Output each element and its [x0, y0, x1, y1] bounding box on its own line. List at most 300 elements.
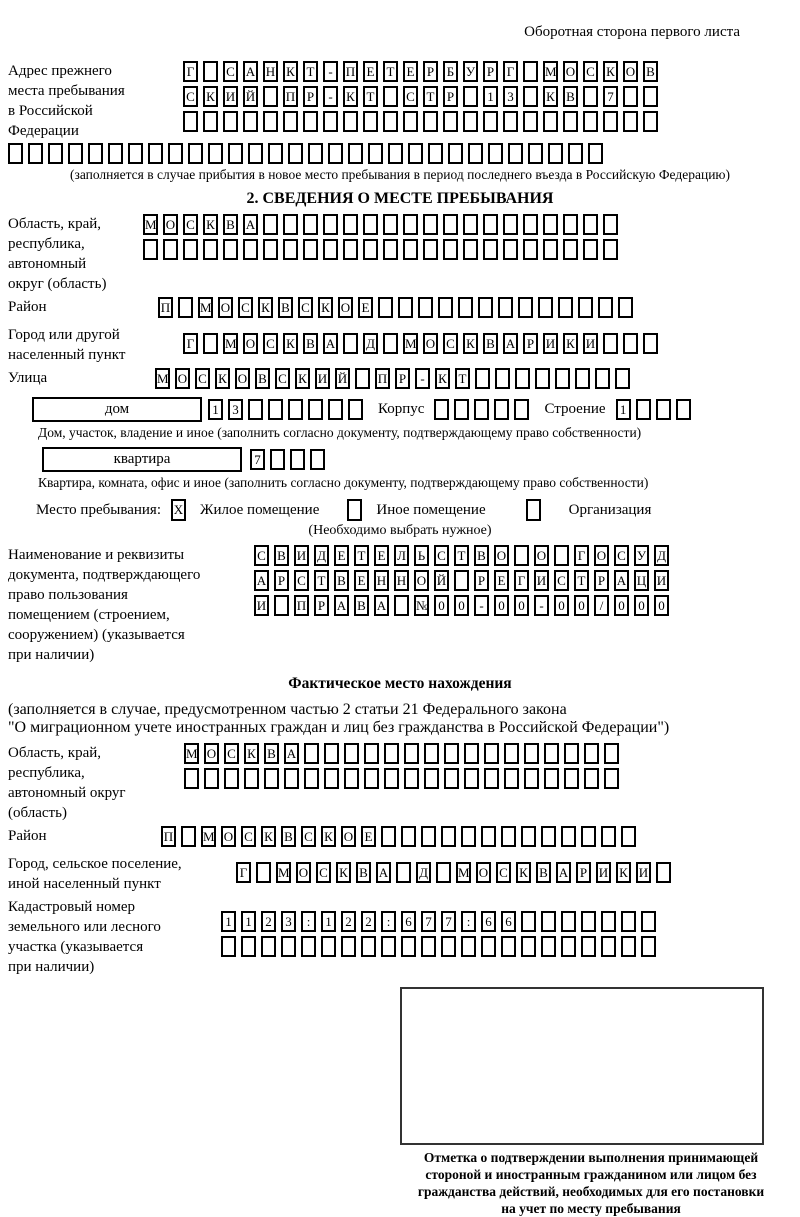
- char-box[interactable]: [481, 936, 496, 957]
- char-box[interactable]: [381, 826, 396, 847]
- char-box[interactable]: О: [594, 545, 609, 566]
- char-box[interactable]: [483, 239, 498, 260]
- char-box[interactable]: [444, 743, 459, 764]
- char-box[interactable]: [363, 111, 378, 132]
- char-box[interactable]: [301, 936, 316, 957]
- char-box[interactable]: [535, 368, 550, 389]
- char-box[interactable]: П: [343, 61, 358, 82]
- char-box[interactable]: Т: [455, 368, 470, 389]
- char-box[interactable]: [464, 743, 479, 764]
- char-box[interactable]: [521, 826, 536, 847]
- char-box[interactable]: [8, 143, 23, 164]
- char-box[interactable]: К: [203, 214, 218, 235]
- char-box[interactable]: [561, 911, 576, 932]
- char-box[interactable]: [548, 143, 563, 164]
- char-box[interactable]: С: [223, 61, 238, 82]
- char-box[interactable]: [603, 333, 618, 354]
- char-box[interactable]: 3: [228, 399, 243, 420]
- char-box[interactable]: [595, 368, 610, 389]
- char-box[interactable]: [503, 214, 518, 235]
- char-box[interactable]: 1: [483, 86, 498, 107]
- char-box[interactable]: [621, 911, 636, 932]
- char-box[interactable]: 0: [654, 595, 669, 616]
- char-box[interactable]: С: [254, 545, 269, 566]
- char-box[interactable]: С: [583, 61, 598, 82]
- char-box[interactable]: [283, 214, 298, 235]
- char-box[interactable]: [523, 239, 538, 260]
- char-box[interactable]: И: [315, 368, 330, 389]
- char-box[interactable]: Г: [236, 862, 251, 883]
- char-box[interactable]: [248, 399, 263, 420]
- char-box[interactable]: О: [494, 545, 509, 566]
- char-box[interactable]: [501, 936, 516, 957]
- char-box[interactable]: В: [281, 826, 296, 847]
- char-box[interactable]: [208, 143, 223, 164]
- char-box[interactable]: О: [163, 214, 178, 235]
- char-box[interactable]: [436, 862, 451, 883]
- char-box[interactable]: [364, 743, 379, 764]
- char-box[interactable]: С: [298, 297, 313, 318]
- char-box[interactable]: К: [283, 333, 298, 354]
- char-box[interactable]: [423, 239, 438, 260]
- char-box[interactable]: [636, 399, 651, 420]
- char-box[interactable]: [183, 239, 198, 260]
- char-box[interactable]: О: [235, 368, 250, 389]
- char-box[interactable]: М: [543, 61, 558, 82]
- char-box[interactable]: №: [414, 595, 429, 616]
- char-box[interactable]: [581, 911, 596, 932]
- char-box[interactable]: [303, 239, 318, 260]
- char-box[interactable]: [558, 297, 573, 318]
- char-box[interactable]: 2: [361, 911, 376, 932]
- char-box[interactable]: О: [423, 333, 438, 354]
- char-box[interactable]: [544, 743, 559, 764]
- char-box[interactable]: [383, 333, 398, 354]
- char-box[interactable]: Р: [443, 86, 458, 107]
- char-box[interactable]: А: [243, 61, 258, 82]
- char-box[interactable]: О: [175, 368, 190, 389]
- char-box[interactable]: [643, 333, 658, 354]
- char-box[interactable]: 1: [221, 911, 236, 932]
- char-box[interactable]: Р: [423, 61, 438, 82]
- char-box[interactable]: [555, 368, 570, 389]
- char-box[interactable]: [524, 743, 539, 764]
- char-box[interactable]: [463, 239, 478, 260]
- char-box[interactable]: А: [376, 862, 391, 883]
- char-box[interactable]: В: [483, 333, 498, 354]
- char-box[interactable]: 7: [603, 86, 618, 107]
- char-box[interactable]: [363, 214, 378, 235]
- char-box[interactable]: [601, 826, 616, 847]
- char-box[interactable]: В: [536, 862, 551, 883]
- char-box[interactable]: [244, 768, 259, 789]
- char-box[interactable]: [203, 239, 218, 260]
- char-box[interactable]: [441, 936, 456, 957]
- char-box[interactable]: [641, 936, 656, 957]
- char-box[interactable]: 1: [321, 911, 336, 932]
- char-box[interactable]: Т: [303, 61, 318, 82]
- char-box[interactable]: [543, 111, 558, 132]
- char-box[interactable]: Г: [503, 61, 518, 82]
- char-box[interactable]: И: [583, 333, 598, 354]
- char-box[interactable]: [274, 595, 289, 616]
- char-box[interactable]: Д: [314, 545, 329, 566]
- char-box[interactable]: 1: [241, 911, 256, 932]
- char-box[interactable]: В: [563, 86, 578, 107]
- char-box[interactable]: Г: [574, 545, 589, 566]
- char-box[interactable]: Й: [243, 86, 258, 107]
- char-box[interactable]: Т: [314, 570, 329, 591]
- char-box[interactable]: [203, 111, 218, 132]
- char-box[interactable]: [281, 936, 296, 957]
- char-box[interactable]: [421, 826, 436, 847]
- char-box[interactable]: [404, 743, 419, 764]
- char-box[interactable]: [541, 936, 556, 957]
- char-box[interactable]: О: [534, 545, 549, 566]
- char-box[interactable]: М: [201, 826, 216, 847]
- char-box[interactable]: Р: [395, 368, 410, 389]
- char-box[interactable]: Д: [363, 333, 378, 354]
- char-box[interactable]: С: [238, 297, 253, 318]
- char-box[interactable]: [504, 743, 519, 764]
- char-box[interactable]: 3: [503, 86, 518, 107]
- char-box[interactable]: [178, 297, 193, 318]
- char-box[interactable]: [484, 768, 499, 789]
- char-box[interactable]: Р: [576, 862, 591, 883]
- char-box[interactable]: 1: [208, 399, 223, 420]
- char-box[interactable]: К: [244, 743, 259, 764]
- char-box[interactable]: [143, 239, 158, 260]
- char-box[interactable]: 7: [250, 449, 265, 470]
- char-box[interactable]: [401, 936, 416, 957]
- char-box[interactable]: [401, 826, 416, 847]
- char-box[interactable]: [384, 743, 399, 764]
- char-box[interactable]: Н: [374, 570, 389, 591]
- char-box[interactable]: Р: [523, 333, 538, 354]
- char-box[interactable]: [488, 143, 503, 164]
- char-box[interactable]: П: [294, 595, 309, 616]
- char-box[interactable]: [288, 399, 303, 420]
- char-box[interactable]: Ь: [414, 545, 429, 566]
- char-box[interactable]: А: [556, 862, 571, 883]
- char-box[interactable]: Ц: [634, 570, 649, 591]
- char-box[interactable]: В: [264, 743, 279, 764]
- char-box[interactable]: 0: [554, 595, 569, 616]
- char-box[interactable]: [495, 368, 510, 389]
- char-box[interactable]: Р: [483, 61, 498, 82]
- char-box[interactable]: О: [204, 743, 219, 764]
- char-box[interactable]: 3: [281, 911, 296, 932]
- char-box[interactable]: М: [155, 368, 170, 389]
- char-box[interactable]: С: [183, 214, 198, 235]
- char-box[interactable]: Р: [314, 595, 329, 616]
- char-box[interactable]: Н: [394, 570, 409, 591]
- char-box[interactable]: Й: [335, 368, 350, 389]
- char-box[interactable]: [434, 399, 449, 420]
- char-box[interactable]: [603, 214, 618, 235]
- char-box[interactable]: [168, 143, 183, 164]
- char-box[interactable]: [283, 239, 298, 260]
- char-box[interactable]: Р: [274, 570, 289, 591]
- char-box[interactable]: [383, 214, 398, 235]
- char-box[interactable]: А: [323, 333, 338, 354]
- char-box[interactable]: К: [616, 862, 631, 883]
- char-box[interactable]: [643, 111, 658, 132]
- char-box[interactable]: [223, 239, 238, 260]
- char-box[interactable]: К: [321, 826, 336, 847]
- kvartira-widebox[interactable]: квартира: [42, 447, 242, 472]
- char-box[interactable]: [290, 449, 305, 470]
- char-box[interactable]: [263, 239, 278, 260]
- char-box[interactable]: [184, 768, 199, 789]
- char-box[interactable]: П: [161, 826, 176, 847]
- char-box[interactable]: 0: [494, 595, 509, 616]
- char-box[interactable]: В: [643, 61, 658, 82]
- char-box[interactable]: М: [456, 862, 471, 883]
- char-box[interactable]: С: [183, 86, 198, 107]
- char-box[interactable]: С: [614, 545, 629, 566]
- char-box[interactable]: [538, 297, 553, 318]
- char-box[interactable]: [403, 239, 418, 260]
- dom-widebox[interactable]: дом: [32, 397, 202, 422]
- char-box[interactable]: К: [283, 61, 298, 82]
- char-box[interactable]: А: [284, 743, 299, 764]
- char-box[interactable]: С: [241, 826, 256, 847]
- char-box[interactable]: [454, 570, 469, 591]
- char-box[interactable]: [504, 768, 519, 789]
- char-box[interactable]: -: [323, 61, 338, 82]
- char-box[interactable]: С: [263, 333, 278, 354]
- char-box[interactable]: Е: [374, 545, 389, 566]
- char-box[interactable]: [501, 826, 516, 847]
- char-box[interactable]: [324, 768, 339, 789]
- char-box[interactable]: [623, 86, 638, 107]
- char-box[interactable]: 0: [634, 595, 649, 616]
- char-box[interactable]: [243, 111, 258, 132]
- char-box[interactable]: [418, 297, 433, 318]
- char-box[interactable]: [583, 111, 598, 132]
- char-box[interactable]: [361, 936, 376, 957]
- char-box[interactable]: В: [474, 545, 489, 566]
- char-box[interactable]: [474, 399, 489, 420]
- char-box[interactable]: [241, 936, 256, 957]
- char-box[interactable]: Г: [183, 333, 198, 354]
- char-box[interactable]: К: [343, 86, 358, 107]
- char-box[interactable]: [108, 143, 123, 164]
- char-box[interactable]: О: [221, 826, 236, 847]
- char-box[interactable]: [428, 143, 443, 164]
- char-box[interactable]: [383, 111, 398, 132]
- char-box[interactable]: Б: [443, 61, 458, 82]
- char-box[interactable]: [378, 297, 393, 318]
- char-box[interactable]: [503, 239, 518, 260]
- char-box[interactable]: [263, 86, 278, 107]
- char-box[interactable]: [221, 936, 236, 957]
- char-box[interactable]: [514, 399, 529, 420]
- char-box[interactable]: [408, 143, 423, 164]
- char-box[interactable]: [183, 111, 198, 132]
- char-box[interactable]: 7: [441, 911, 456, 932]
- char-box[interactable]: В: [334, 570, 349, 591]
- char-box[interactable]: [508, 143, 523, 164]
- char-box[interactable]: [343, 239, 358, 260]
- char-box[interactable]: [323, 111, 338, 132]
- char-box[interactable]: [341, 936, 356, 957]
- char-box[interactable]: 6: [501, 911, 516, 932]
- char-box[interactable]: К: [563, 333, 578, 354]
- char-box[interactable]: [308, 143, 323, 164]
- char-box[interactable]: О: [341, 826, 356, 847]
- char-box[interactable]: С: [403, 86, 418, 107]
- char-box[interactable]: [481, 826, 496, 847]
- char-box[interactable]: О: [414, 570, 429, 591]
- char-box[interactable]: К: [261, 826, 276, 847]
- char-box[interactable]: [515, 368, 530, 389]
- char-box[interactable]: [523, 214, 538, 235]
- char-box[interactable]: К: [435, 368, 450, 389]
- char-box[interactable]: [396, 862, 411, 883]
- char-box[interactable]: [441, 826, 456, 847]
- char-box[interactable]: Д: [654, 545, 669, 566]
- char-box[interactable]: [521, 911, 536, 932]
- char-box[interactable]: [601, 911, 616, 932]
- char-box[interactable]: [621, 936, 636, 957]
- char-box[interactable]: А: [614, 570, 629, 591]
- char-box[interactable]: [48, 143, 63, 164]
- char-box[interactable]: [564, 768, 579, 789]
- char-box[interactable]: Е: [403, 61, 418, 82]
- char-box[interactable]: [484, 743, 499, 764]
- char-box[interactable]: К: [603, 61, 618, 82]
- char-box[interactable]: Т: [454, 545, 469, 566]
- char-box[interactable]: [478, 297, 493, 318]
- char-box[interactable]: [603, 111, 618, 132]
- char-box[interactable]: [554, 545, 569, 566]
- char-box[interactable]: [263, 111, 278, 132]
- char-box[interactable]: Т: [354, 545, 369, 566]
- char-box[interactable]: [224, 768, 239, 789]
- char-box[interactable]: [676, 399, 691, 420]
- char-box[interactable]: [268, 143, 283, 164]
- char-box[interactable]: [584, 768, 599, 789]
- char-box[interactable]: [268, 399, 283, 420]
- char-box[interactable]: [423, 214, 438, 235]
- char-box[interactable]: [494, 399, 509, 420]
- char-box[interactable]: [204, 768, 219, 789]
- char-box[interactable]: [598, 297, 613, 318]
- char-box[interactable]: А: [503, 333, 518, 354]
- char-box[interactable]: [284, 768, 299, 789]
- char-box[interactable]: [88, 143, 103, 164]
- char-box[interactable]: [521, 936, 536, 957]
- char-box[interactable]: [404, 768, 419, 789]
- char-box[interactable]: [524, 768, 539, 789]
- char-box[interactable]: [443, 214, 458, 235]
- char-box[interactable]: 0: [454, 595, 469, 616]
- char-box[interactable]: [344, 768, 359, 789]
- char-box[interactable]: [541, 911, 556, 932]
- char-box[interactable]: [463, 86, 478, 107]
- char-box[interactable]: [518, 297, 533, 318]
- char-box[interactable]: [541, 826, 556, 847]
- char-box[interactable]: [324, 743, 339, 764]
- char-box[interactable]: [303, 214, 318, 235]
- char-box[interactable]: [148, 143, 163, 164]
- char-box[interactable]: С: [443, 333, 458, 354]
- char-box[interactable]: [601, 936, 616, 957]
- char-box[interactable]: [498, 297, 513, 318]
- char-box[interactable]: [623, 111, 638, 132]
- char-box[interactable]: [323, 214, 338, 235]
- char-box[interactable]: Т: [383, 61, 398, 82]
- char-box[interactable]: [438, 297, 453, 318]
- char-box[interactable]: [581, 936, 596, 957]
- char-box[interactable]: [384, 768, 399, 789]
- char-box[interactable]: [544, 768, 559, 789]
- char-box[interactable]: П: [375, 368, 390, 389]
- char-box[interactable]: [615, 368, 630, 389]
- char-box[interactable]: [475, 368, 490, 389]
- char-box[interactable]: К: [516, 862, 531, 883]
- char-box[interactable]: [263, 214, 278, 235]
- char-box[interactable]: А: [334, 595, 349, 616]
- char-box[interactable]: С: [195, 368, 210, 389]
- char-box[interactable]: П: [158, 297, 173, 318]
- char-box[interactable]: Е: [361, 826, 376, 847]
- char-box[interactable]: [543, 239, 558, 260]
- char-box[interactable]: 2: [261, 911, 276, 932]
- char-box[interactable]: [468, 143, 483, 164]
- char-box[interactable]: И: [636, 862, 651, 883]
- char-box[interactable]: [304, 743, 319, 764]
- char-box[interactable]: [443, 239, 458, 260]
- char-box[interactable]: И: [596, 862, 611, 883]
- char-box[interactable]: Е: [334, 545, 349, 566]
- char-box[interactable]: [328, 399, 343, 420]
- char-box[interactable]: Т: [423, 86, 438, 107]
- char-box[interactable]: О: [218, 297, 233, 318]
- char-box[interactable]: С: [554, 570, 569, 591]
- char-box[interactable]: У: [634, 545, 649, 566]
- char-box[interactable]: [388, 143, 403, 164]
- char-box[interactable]: [563, 111, 578, 132]
- char-box[interactable]: 2: [341, 911, 356, 932]
- char-box[interactable]: С: [316, 862, 331, 883]
- char-box[interactable]: [256, 862, 271, 883]
- char-box[interactable]: [464, 768, 479, 789]
- char-box[interactable]: А: [254, 570, 269, 591]
- char-box[interactable]: Л: [394, 545, 409, 566]
- char-box[interactable]: С: [496, 862, 511, 883]
- char-box[interactable]: [583, 86, 598, 107]
- char-box[interactable]: 0: [434, 595, 449, 616]
- char-box[interactable]: К: [543, 86, 558, 107]
- char-box[interactable]: [68, 143, 83, 164]
- char-box[interactable]: [228, 143, 243, 164]
- char-box[interactable]: :: [461, 911, 476, 932]
- char-box[interactable]: [368, 143, 383, 164]
- char-box[interactable]: [163, 239, 178, 260]
- char-box[interactable]: [656, 862, 671, 883]
- inoe-checkbox[interactable]: [347, 499, 362, 521]
- char-box[interactable]: Р: [594, 570, 609, 591]
- char-box[interactable]: Н: [263, 61, 278, 82]
- char-box[interactable]: [514, 545, 529, 566]
- char-box[interactable]: В: [278, 297, 293, 318]
- char-box[interactable]: [355, 368, 370, 389]
- char-box[interactable]: К: [463, 333, 478, 354]
- char-box[interactable]: [264, 768, 279, 789]
